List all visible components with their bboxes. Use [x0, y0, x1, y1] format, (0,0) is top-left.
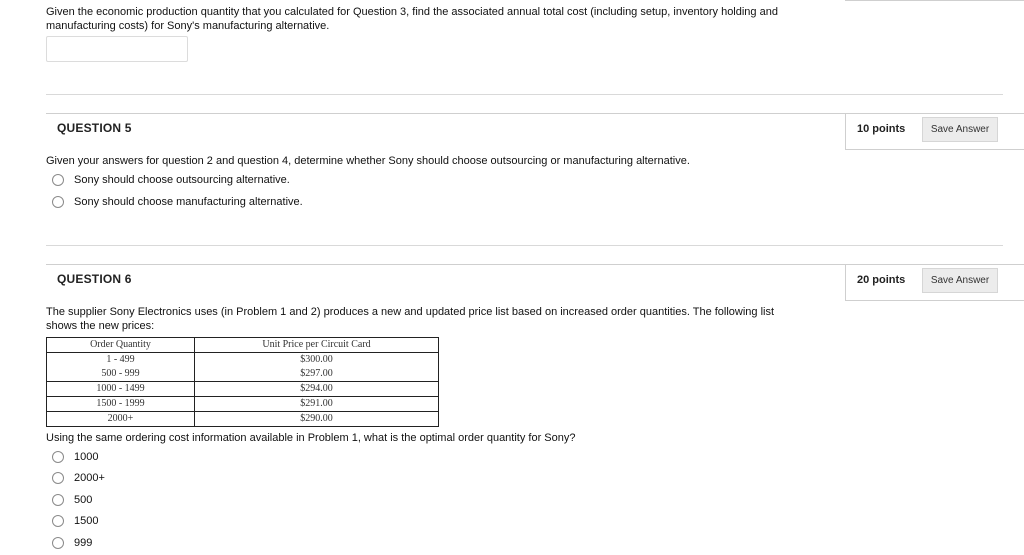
- option-label: 1000: [74, 451, 99, 463]
- option-label: 2000+: [74, 472, 105, 484]
- question-6-prompt: Using the same ordering cost information available in Problem 1, what is the optimal order quantity for Sony?: [46, 432, 576, 444]
- question-5-text: Given your answers for question 2 and question 4, determine whether Sony should choose outsourcing or manufacturing alternative.: [46, 155, 690, 167]
- table-cell: $300.00: [195, 353, 439, 368]
- question-4-text: Given the economic production quantity that you calculated for Question 3, find the associated annual total cost (including setup, inventory holding and manufacturing costs) for Sony's manufacturing alternative.: [46, 6, 778, 32]
- radio-button[interactable]: [52, 174, 64, 186]
- question-6-option-2000-plus[interactable]: [52, 472, 105, 484]
- question-5-save-answer-button[interactable]: Save Answer: [922, 117, 998, 142]
- question-5-points: 10 points: [857, 123, 906, 135]
- question-5-option-manufacturing[interactable]: [52, 196, 303, 208]
- price-table: [46, 337, 439, 427]
- option-label: 500: [74, 494, 93, 506]
- question-6-option-1000[interactable]: [52, 451, 98, 463]
- question-6-option-500[interactable]: [52, 494, 92, 506]
- question-5-title: QUESTION 5: [57, 121, 132, 135]
- question-6-points: 20 points: [857, 274, 906, 286]
- table-row: [47, 367, 439, 382]
- table-header: Order Quantity: [47, 338, 195, 353]
- table-cell: 500 - 999: [47, 367, 195, 382]
- question-4-answer-input[interactable]: [46, 36, 188, 62]
- radio-button[interactable]: [52, 472, 64, 484]
- radio-button[interactable]: [52, 537, 64, 549]
- table-row: [47, 412, 439, 427]
- table-row: [47, 353, 439, 368]
- radio-button[interactable]: [52, 494, 64, 506]
- option-label: Sony should choose outsourcing alternative.: [74, 174, 290, 186]
- question-6-title: QUESTION 6: [57, 272, 132, 286]
- question-6-save-answer-button[interactable]: Save Answer: [922, 268, 998, 293]
- radio-button[interactable]: [52, 515, 64, 527]
- divider: [46, 94, 1003, 95]
- top-right-line: [845, 0, 1024, 1]
- table-cell: 2000+: [47, 412, 195, 427]
- table-cell: $291.00: [195, 397, 439, 412]
- radio-button[interactable]: [52, 196, 64, 208]
- option-label: Sony should choose manufacturing alternative.: [74, 196, 303, 208]
- table-cell: $294.00: [195, 382, 439, 397]
- option-label: 1500: [74, 515, 99, 527]
- table-cell: $297.00: [195, 367, 439, 382]
- table-row: [47, 382, 439, 397]
- table-cell: 1 - 499: [47, 353, 195, 368]
- table-row: [47, 397, 439, 412]
- option-label: 999: [74, 537, 93, 549]
- question-6-option-999[interactable]: [52, 537, 92, 549]
- table-cell: $290.00: [195, 412, 439, 427]
- table-cell: 1000 - 1499: [47, 382, 195, 397]
- question-6-intro: The supplier Sony Electronics uses (in Problem 1 and 2) produces a new and updated price list based on increased order quantities. The following list shows the new prices:: [46, 306, 775, 332]
- question-6-option-1500[interactable]: [52, 515, 98, 527]
- divider: [46, 245, 1003, 246]
- radio-button[interactable]: [52, 451, 64, 463]
- table-header: Unit Price per Circuit Card: [195, 338, 439, 353]
- table-cell: 1500 - 1999: [47, 397, 195, 412]
- question-5-option-outsourcing[interactable]: [52, 174, 290, 186]
